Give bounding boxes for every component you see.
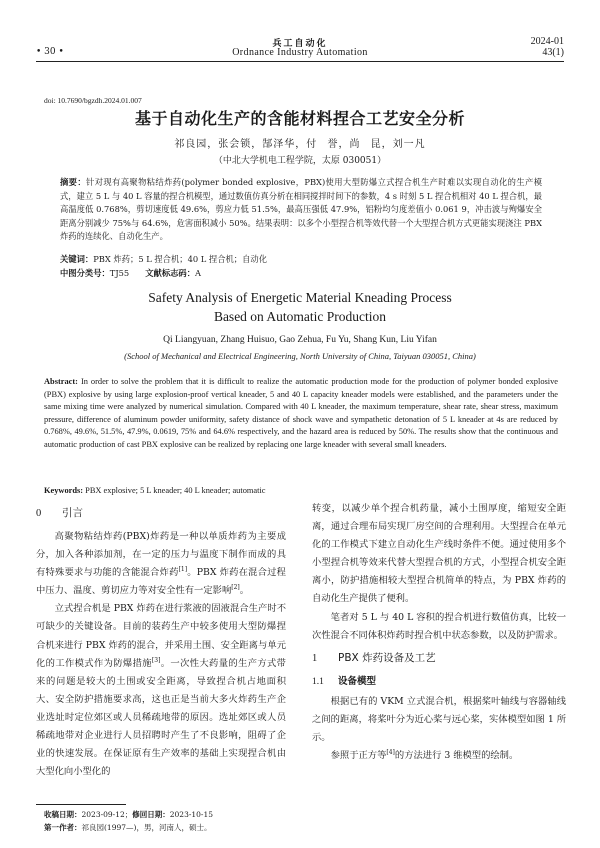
clc-value: TJ55 bbox=[109, 268, 130, 278]
received-date: 2023-09-12； bbox=[81, 810, 133, 819]
journal-name-cn: 兵工自动化 bbox=[272, 39, 328, 49]
keywords-cn-text: PBX 炸药；5 L 捏合机；40 L 捏合机；自动化 bbox=[93, 254, 267, 264]
citation[interactable]: [3] bbox=[151, 656, 161, 664]
text-run: 高聚物粘结炸药(PBX)炸药是一种以单质炸药为主要成分，加入各种添加剂，在一定的压力与温度下制作而成的具有特殊要求与功能的含能混合炸药 bbox=[36, 531, 286, 579]
text-run: 。PBX 炸药在混合过程中压力、温度、剪切应力等对安全性有一定影响 bbox=[36, 567, 286, 597]
section-number: 0 bbox=[36, 508, 42, 519]
text-run: 立式捏合机是 PBX 炸药在进行浆液的固液混合生产时不可缺少的关键设备。目前的装药生产中较多使用大型防爆捏合机来进行 PBX 炸药的混合，并采用土围、安全距离与单元化的工作模式作为防爆措施 bbox=[36, 603, 286, 669]
text-run: 。一次性大药量的生产方式带来的问题是较大的土围或安全距离，导致捏合机占地面积大、安全防护措施要求高，这也正是当前大多火炸药生产企业选址时定位郊区或人员稀疏地带的原因。选址郊区或人员稀疏地带对企业进行人员招聘时产生了不良影响，阻碍了企业的快速发展。在保证原有生产效率的基础上实现捏合机由大型化向小型化的 bbox=[36, 657, 286, 778]
abstract-cn-text: 针对现有高聚物粘结炸药(polymer bonded explosive，PBX)使用大型防爆立式捏合机生产时难以实现自动化的生产模式，建立 5 L 与 40 L 容量的捏合机模型，通过数值仿真分析在相同搅拌时间下的参数，4 s 时刻 5 L 捏合机相对 40 L 捏合机，最高温度低 0.768%，剪切速度低 49.6%，剪应力低 51.5%，最高压强低 47.9%，铝粉均匀度差值小 0.061 9，冲击波与殉爆安全距离分别减少 75%与 64.6%，危害面积减小 50%。结果表明：以多个小型捏合机等效代替一个大型捏合机方式更能实现浇注 PBX 炸药的连续化、自动化生产。 bbox=[60, 177, 542, 241]
section-title: 引言 bbox=[62, 507, 83, 519]
keywords-en bbox=[44, 486, 266, 495]
paragraph: 根据已有的 VKM 立式混合机，根据桨叶轴线与容器轴线之间的距离，将桨叶分为近心桨与远心桨，实体模型如图 1 所示。 bbox=[312, 695, 566, 744]
page-number: • 30 • bbox=[36, 47, 64, 57]
subsection-number: 1.1 bbox=[312, 676, 324, 687]
text-run: 。 bbox=[239, 585, 250, 597]
abstract-cn-label: 摘要： bbox=[60, 177, 87, 187]
abstract-cn bbox=[60, 176, 542, 244]
classification-cn bbox=[60, 267, 201, 279]
paper-title-en-line2: Based on Automatic Production bbox=[213, 309, 387, 324]
issue-info bbox=[531, 36, 564, 58]
affiliation-en: (School of Mechanical and Electrical Engineering, North University of China, Taiyuan 030051, China) bbox=[124, 351, 476, 361]
section-heading-1 bbox=[312, 649, 566, 667]
journal-name-en: Ordnance Industry Automation bbox=[232, 47, 368, 58]
doc-code-label: 文献标志码： bbox=[145, 268, 196, 278]
abstract-en bbox=[44, 376, 558, 451]
issue-date: 2024-01 bbox=[530, 36, 564, 47]
header-rule bbox=[36, 61, 564, 62]
section-title: PBX 炸药设备及工艺 bbox=[338, 651, 436, 664]
footnote-dates bbox=[44, 809, 213, 820]
authors-cn: 祁良园，张会锁，郜泽华，付 誉，尚 昆，刘一凡 bbox=[174, 139, 426, 150]
keywords-cn bbox=[60, 253, 267, 265]
citation[interactable]: [1] bbox=[178, 566, 188, 574]
first-author: 祁良园(1997—)，男，河南人，硕士。 bbox=[81, 823, 212, 832]
paragraph: 笔者对 5 L 与 40 L 容积的捏合机进行数值仿真，比较一次性混合不同体积炸药时捏合机中状态参数，以及防护需求。 bbox=[312, 611, 566, 641]
subsection-title: 设备模型 bbox=[338, 675, 377, 687]
doc-code-value: A bbox=[195, 268, 202, 278]
text-run: 的方法进行 3 维模型的绘制。 bbox=[394, 750, 519, 762]
paragraph: 转变，以减少单个捏合机药量，减小土围厚度，缩短安全距离，通过合理布局实现厂房空间的合理利用。大型捏合在单元化的工作模式下建立自动化生产线时条件不便。通过使用多个小型捏合机等效来代替大型捏合机的方式，小型捏合机安全距离小，防护措施相较大型捏合机简单的特点，为 PBX 炸药的自动化生产提供了便利。 bbox=[312, 503, 566, 605]
revised-label: 修回日期： bbox=[132, 810, 170, 819]
paragraph bbox=[36, 528, 286, 600]
citation[interactable]: [2] bbox=[231, 584, 240, 592]
abstract-en-text: In order to solve the problem that it is difficult to realize the automatic production mode for the production of polymer bonded explosive (PBX) explosive by using large explosion-proof vertical kneader, 5 and 40 L capacity kneader models were established, and the parameters under the same mixing time were analyzed by numerical simulation. Compared with 40 L kneader, the maximum temperature, shear rate, shear stress, maximum pressure, difference of aluminum powder uniformity, safety distance of shock wave and sympathetic detonation of 5 L kneader at 4s are reduced by 0.768%, 49.6%, 51.5%, 47.9%, 0.0619, 75% and 64.6% respectively, and the hazard area is reduced by 50%. The results show that the continuous and automatic production of cast PBX explosive can be realized by replacing one large kneader with several small kneaders. bbox=[44, 377, 558, 449]
affiliation-cn: （中北大学机电工程学院，太原 030051） bbox=[213, 156, 387, 166]
text-run: 参照于正方等 bbox=[330, 750, 387, 762]
issue-volume: 43(1) bbox=[542, 47, 564, 58]
citation[interactable]: [4] bbox=[386, 749, 395, 757]
paper-title-en bbox=[0, 288, 600, 326]
revised-date: 2023-10-15 bbox=[169, 810, 213, 819]
keywords-en-label: Keywords: bbox=[44, 486, 84, 495]
received-label: 收稿日期： bbox=[44, 810, 82, 819]
paper-title-cn: 基于自动化生产的含能材料捏合工艺安全分析 bbox=[134, 109, 465, 128]
keywords-cn-label: 关键词： bbox=[60, 254, 94, 264]
body-column-left bbox=[36, 500, 286, 781]
body-column-right bbox=[312, 500, 566, 765]
authors-en: Qi Liangyuan, Zhang Huisuo, Gao Zehua, Fu Yu, Shang Kun, Liu Yifan bbox=[163, 335, 437, 345]
section-number: 1 bbox=[312, 652, 318, 664]
doi: doi: 10.7690/bgzdh.2024.01.007 bbox=[44, 96, 142, 105]
clc-label: 中图分类号： bbox=[60, 268, 110, 278]
paper-title-en-line1: Safety Analysis of Energetic Material Kneading Process bbox=[148, 290, 452, 305]
paragraph bbox=[36, 600, 286, 781]
first-author-label: 第一作者： bbox=[44, 823, 82, 832]
abstract-en-label: Abstract: bbox=[44, 377, 78, 386]
footnote-author bbox=[44, 822, 211, 833]
paragraph bbox=[312, 747, 566, 765]
section-heading-0 bbox=[36, 504, 286, 522]
keywords-en-text: PBX explosive; 5 L kneader; 40 L kneader; automatic bbox=[85, 486, 266, 495]
subsection-heading-1-1 bbox=[312, 673, 566, 691]
footnote-rule bbox=[36, 804, 126, 805]
